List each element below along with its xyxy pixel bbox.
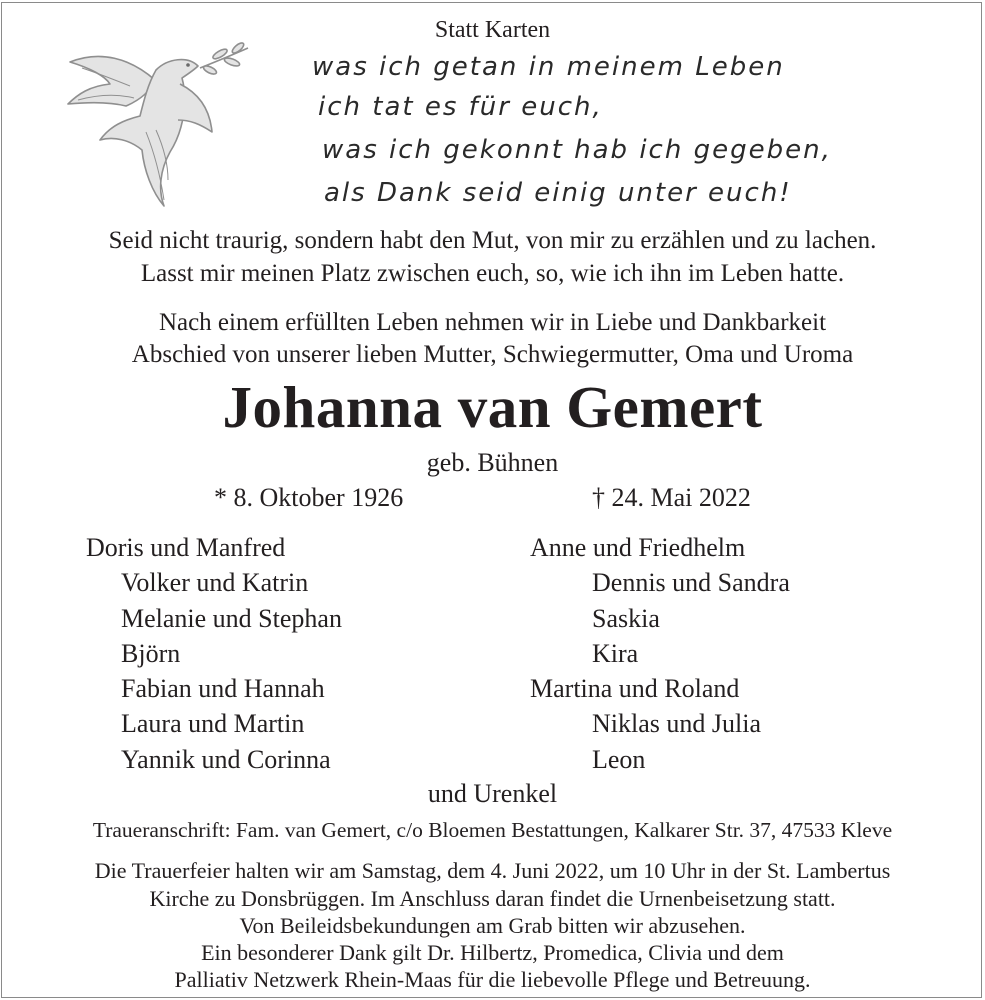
family-member: Anne und Friedhelm [530,533,746,562]
quote-line: Seid nicht traurig, sondern habt den Mut, von mir zu erzählen und zu lachen. [108,227,877,254]
family-member: Yannik und Corinna [121,744,331,774]
statt-karten-text: Statt Karten [434,17,551,43]
notice-line: Kirche zu Donsbrüggen. Im Anschluss daran findet die Urnenbeisetzung statt. [149,886,836,911]
deceased-name: Johanna van Gemert [222,374,763,440]
family-member: Doris und Manfred [86,533,286,562]
quote-line: Lasst mir meinen Platz zwischen euch, so, wie ich ihn im Leben hatte. [140,260,845,287]
great-grandchildren-line: und Urenkel [427,779,558,808]
family-member: Niklas und Julia [592,709,761,739]
family-member: Saskia [592,603,660,633]
family-member: Leon [592,744,646,774]
notice-line: Ein besonderer Dank gilt Dr. Hilbertz, Promedica, Clivia und dem [201,940,784,965]
family-member: Björn [121,638,181,668]
family-member: Kira [592,638,639,668]
notice-line: Palliativ Netzwerk Rhein-Maas für die liebevolle Pflege und Betreuung. [174,967,811,992]
handwriting-line: was ich getan in meinem Leben [312,52,785,82]
family-member: Dennis und Sandra [592,568,790,598]
notice-line: Die Trauerfeier halten wir am Samstag, dem 4. Juni 2022, um 10 Uhr in der St. Lambertus [94,858,891,883]
handwriting-line: als Dank seid einig unter euch! [324,178,792,208]
family-member: Laura und Martin [121,709,305,739]
mourning-address: Traueranschrift: Fam. van Gemert, c/o Bloemen Bestattungen, Kalkarer Str. 37, 47533 Kleve [92,818,893,842]
family-column-left [86,530,342,777]
birth-date: * 8. Oktober 1926 [214,483,404,512]
handwritten-poem [310,40,880,220]
death-date: † 24. Mai 2022 [592,483,751,512]
birth-name: geb. Bühnen [426,448,559,477]
family-member: Martina und Roland [530,674,740,704]
family-member: Volker und Katrin [121,568,309,598]
intro-line: Abschied von unserer lieben Mutter, Schwiegermutter, Oma und Uroma [131,341,854,368]
dove-with-olive-branch-icon [60,40,260,210]
notice-line: Von Beileidsbekundungen am Grab bitten wir abzusehen. [239,913,746,938]
handwriting-line: was ich gekonnt hab ich gegeben, [322,135,832,165]
intro-line: Nach einem erfüllten Leben nehmen wir in Liebe und Dankbarkeit [158,309,827,336]
family-column-right [530,530,790,777]
family-member: Fabian und Hannah [121,674,325,704]
handwriting-line: ich tat es für euch, [318,92,603,122]
family-member: Melanie und Stephan [121,603,342,633]
